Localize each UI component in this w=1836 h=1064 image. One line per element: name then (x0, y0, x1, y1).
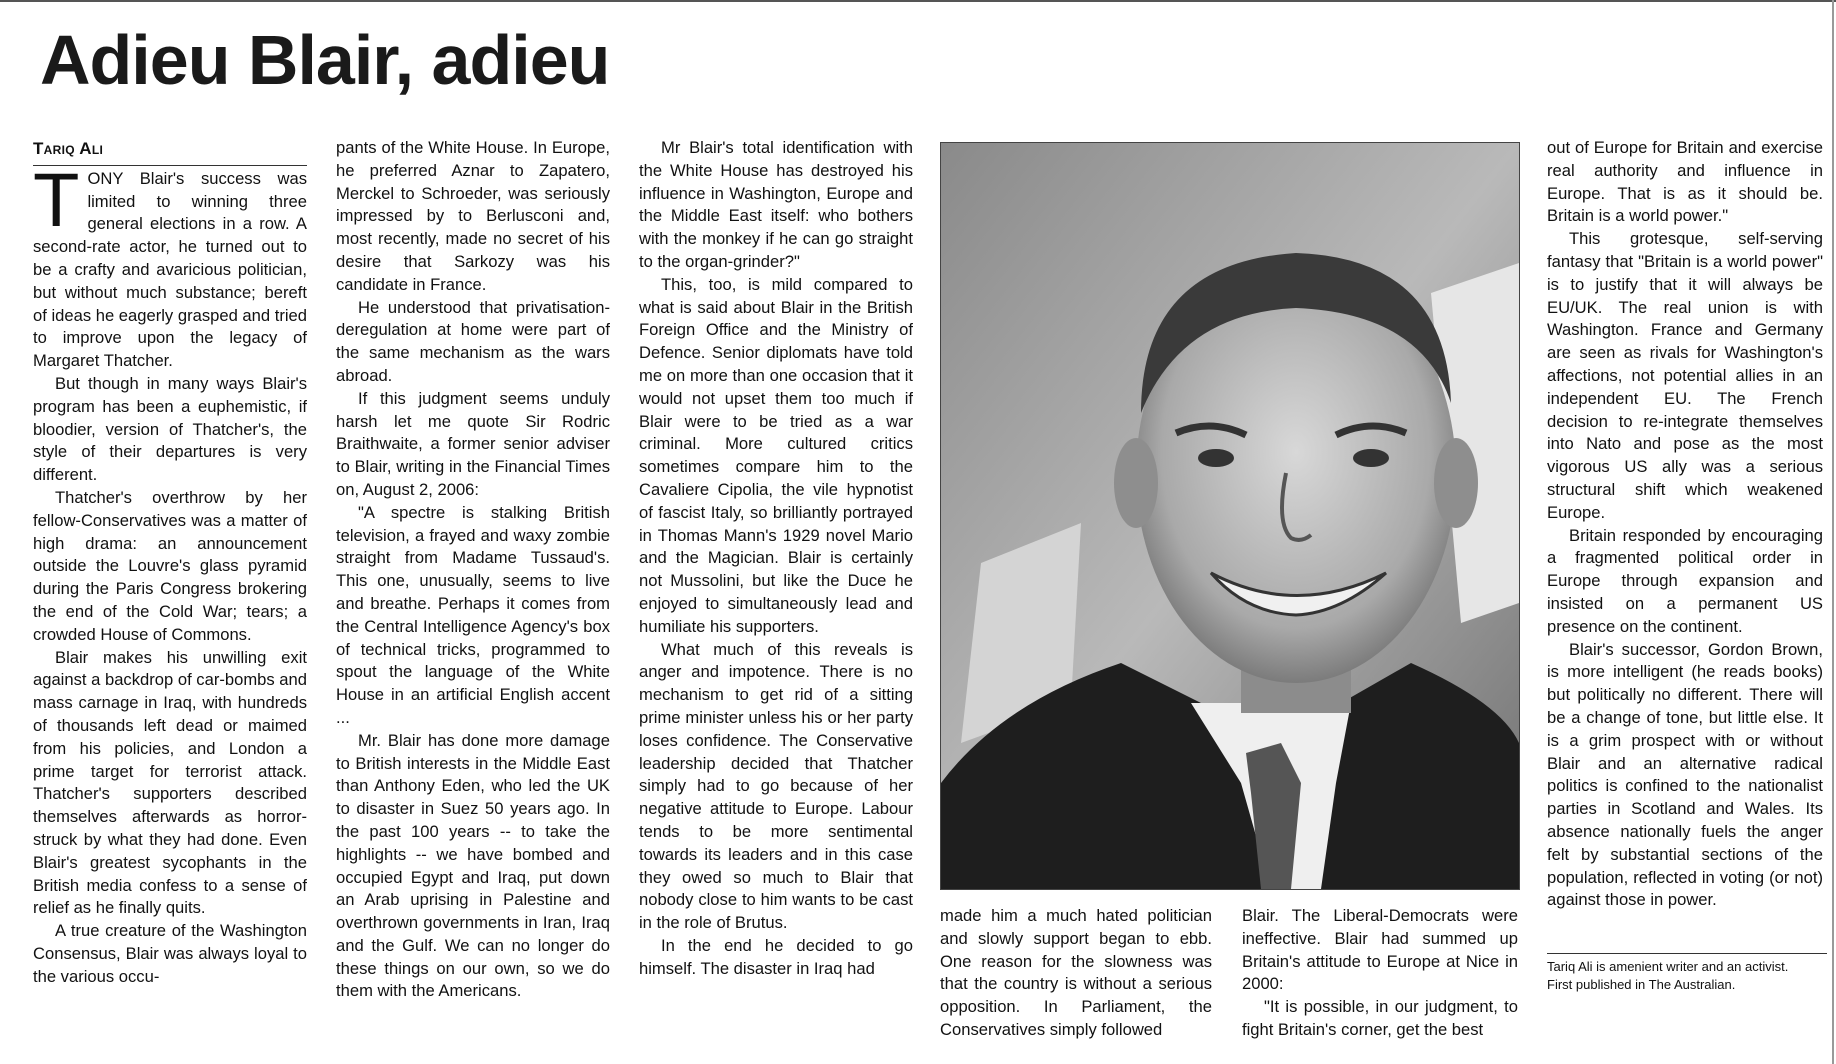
paragraph: Mr. Blair has done more damage to British interests in the Middle East than Anthony Eden, who led the UK to disaster in Suez 50 years ago. In the past 100 years -- to take the highlights -- we have bombed and occupied Egypt and Iraq, put down an Arab uprising in Palestine and overthrown governments in Iran, Iraq and the Gulf. We can no longer do these things on our own, so we do them with the Americans. (336, 730, 610, 1001)
footnote-line: Tariq Ali is amenient writer and an activist. (1547, 959, 1789, 974)
paragraph: Britain responded by encouraging a fragmented political order in Europe through expansion and insisted on a permanent US presence on the continent. (1547, 525, 1823, 636)
paragraph: TONY Blair's success was limited to winning three general elections in a row. A second-rate actor, he turned out to be a crafty and avaricious politician, but without much substance; bereft of ideas he eagerly grasped and tried to improve upon the legacy of Margaret Thatcher. (33, 157, 307, 371)
paragraph: If this judgment seems unduly harsh let me quote Sir Rodric Braithwaite, a former senior adviser to Blair, writing in the Financial Times on, August 2, 2006: (336, 388, 610, 499)
paragraph: "A spectre is stalking British television, a frayed and waxy zombie straight from Madame Tussaud's. This one, unusually, seems to live and breathe. Perhaps it comes from the Central Intelligence Agency's box of technical tricks, programmed to spout the language of the White House in an artificial English accent ... (336, 502, 610, 727)
paragraph: Blair. The Liberal-Democrats were ineffective. Blair had summed up Britain's attitude to Europe at Nice in 2000: (1242, 906, 1518, 994)
paragraph: made him a much hated politician and slowly support began to ebb. One reason for the slowness was that the country is without a serious opposition. In Parliament, the Conservatives simply followed (940, 906, 1212, 1039)
article-column-4 (940, 905, 1212, 1060)
paragraph: Mr Blair's total identification with the White House has destroyed his influence in Washington, Europe and the Middle East itself: who bothers with the monkey if he can go straight to the organ-grinder?" (639, 138, 913, 271)
paragraph: He understood that privatisation-deregulation at home were part of the same mechanism as the wars abroad. (336, 297, 610, 385)
right-rule (1832, 0, 1834, 1064)
paragraph: Blair's successor, Gordon Brown, is more intelligent (he reads books) but politically no different. There will be a change of tone, but little else. It is a grim prospect with or without Blair and an alternative radical politics is confined to the nationalist parties in Scotland and Wales. Its absence nationally fuels the anger felt by substantial sections of the population, reflected in voting (or not) against those in power. (1547, 639, 1823, 910)
paragraph: out of Europe for Britain and exercise real authority and influence in Europe. That is as it should be. Britain is a world power." (1547, 138, 1823, 226)
headline: Adieu Blair, adieu (40, 21, 610, 99)
byline: Tariq Ali (33, 138, 307, 166)
top-rule (0, 0, 1836, 2)
portrait-photo (940, 142, 1520, 890)
portrait-illustration (941, 143, 1519, 889)
article-column-1 (33, 138, 307, 1058)
article-column-5 (1242, 905, 1518, 1060)
paragraph: pants of the White House. In Europe, he preferred Aznar to Zapatero, Merckel to Schroeder, was seriously impressed by to Berlusconi and, most recently, made no secret of his desire that Sarkozy was his candidate in France. (336, 138, 610, 294)
author-footnote (1547, 953, 1827, 994)
paragraph: A true creature of the Washington Consensus, Blair was always loyal to the various occu- (33, 921, 307, 986)
footnote-line: First published in The Australian. (1547, 977, 1736, 992)
paragraph: What much of this reveals is anger and impotence. There is no mechanism to get rid of a sitting prime minister unless his or her party loses confidence. The Conservative leadership decided that Thatcher simply had to go because of her negative attitude to Europe. Labour tends to be more sentimental towards its leaders and in this case they owed so much to Blair that nobody close to him wants to be cast in the role of Brutus. (639, 639, 913, 933)
paragraph: But though in many ways Blair's program has been a euphemistic, if bloodier, version of Thatcher's, the style of their departures is very different. (33, 373, 307, 485)
article-column-2 (336, 137, 610, 1057)
dropcap: T (33, 157, 80, 243)
paragraph: "It is possible, in our judgment, to fight Britain's corner, get the best (1242, 997, 1518, 1039)
article-column-6 (1547, 137, 1823, 937)
paragraph: In the end he decided to go himself. The disaster in Iraq had (639, 935, 913, 978)
paragraph: This grotesque, self-serving fantasy that "Britain is a world power" is to justify that it will always be EU/UK. The real union is with Washington. France and Germany are seen as rivals for Washington's affections, not potential allies in an independent EU. The French decision to re-integrate themselves into Nato and pose as the most vigorous US ally was a serious structural shift which weakened Europe. (1547, 229, 1823, 522)
paragraph: Thatcher's overthrow by her fellow-Conservatives was a matter of high drama: an announcement outside the Louvre's glass pyramid during the Paris Congress brokering the end of the Cold War; tears; a crowded House of Commons. (33, 487, 307, 644)
paragraph: This, too, is mild compared to what is said about Blair in the British Foreign Office and the Ministry of Defence. Senior diplomats have told me on more than one occasion that it would not upset them too much if Blair were to be tried as a war criminal. More cultured critics sometimes compare him to the Cavaliere Cipolia, the vile hypnotist of fascist Italy, so brilliantly portrayed in Thomas Mann's 1929 novel Mario and the Magician. Blair is certainly not Mussolini, but like the Duce he enjoyed to simultaneously lead and humiliate his supporters. (639, 274, 913, 636)
article-column-3 (639, 137, 913, 1057)
paragraph: Blair makes his unwilling exit against a backdrop of car-bombs and mass carnage in Iraq, with hundreds of thousands left dead or maimed from his policies, and London a prime target for terrorist attack. Thatcher's supporters described themselves afterwards as horror-struck by what they had done. Even Blair's greatest sycophants in the British media confess to a sense of relief as he finally quits. (33, 647, 307, 918)
